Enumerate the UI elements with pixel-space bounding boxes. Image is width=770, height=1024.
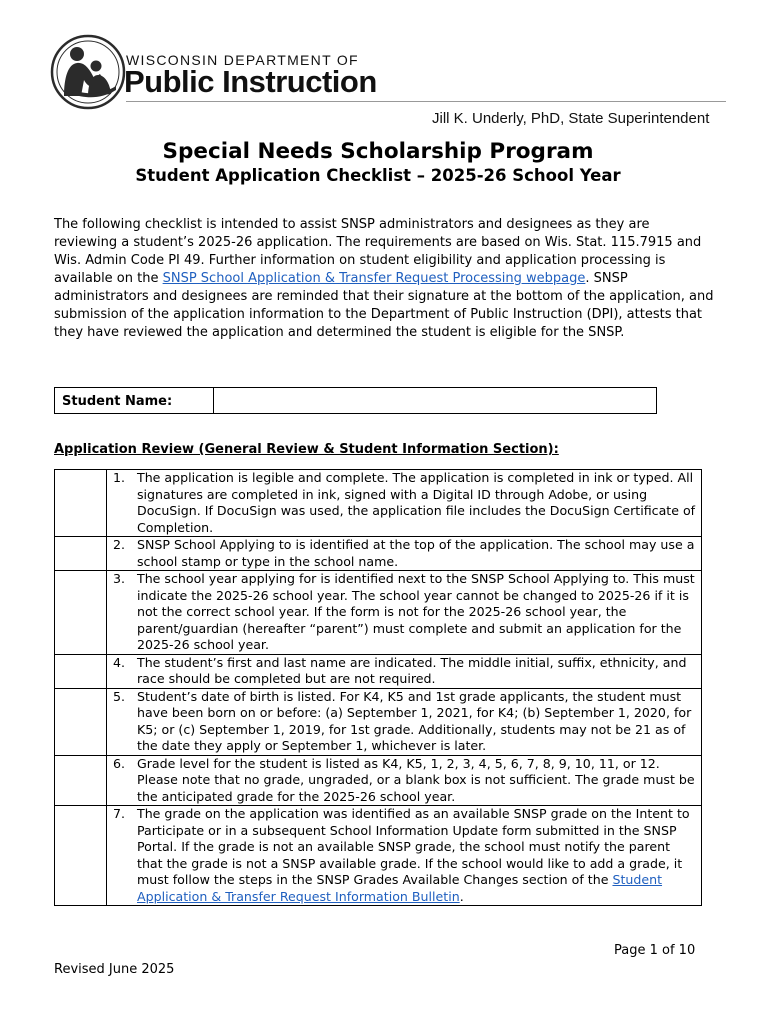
- item-number: 4.: [113, 654, 126, 670]
- checkbox-cell[interactable]: [55, 470, 107, 537]
- header-divider: [126, 101, 726, 102]
- student-name-input[interactable]: [214, 388, 656, 413]
- org-name-line1: WISCONSIN DEPARTMENT OF: [126, 52, 359, 68]
- student-name-label: Student Name:: [55, 388, 214, 413]
- checklist-row: [55, 755, 702, 806]
- intro-paragraph: [54, 216, 714, 342]
- item-number: 2.: [113, 537, 126, 552]
- item-number: 5.: [113, 688, 126, 704]
- checkbox-cell[interactable]: [55, 571, 107, 655]
- section-heading: Application Review (General Review & Student Information Section):: [54, 442, 559, 457]
- checkbox-cell[interactable]: [55, 806, 107, 906]
- page-subtitle: Student Application Checklist – 2025-26 School Year: [135, 166, 621, 185]
- item-text: The application is legible and complete. The application is completed in ink or typed. All signatures are completed in ink, signed with a Digital ID through Adobe, or using DocuSign. If DocuSign was used, the application file includes the DocuSign Certificate of Completion.: [137, 470, 696, 535]
- checklist-row: [55, 571, 702, 655]
- item-text: The student’s first and last name are indicated. The middle initial, suffix, ethnicity, and race should be completed but are not required.: [137, 654, 687, 686]
- item-text: The grade on the application was identified as an available SNSP grade on the Intent to Participate or in a subsequent School Information Update form submitted in the SNSP Portal. If the grade is not an available SNSP grade, the school must notify the parent that the grade is not a SNSP available grade. If the school would like to add a grade, it must follow the steps in the SNSP Grades Available Changes section of the: [137, 806, 690, 887]
- page-number: Page 1 of 10: [614, 943, 696, 958]
- student-name-field: [54, 387, 657, 414]
- checklist-row: [55, 806, 702, 906]
- item-text: The school year applying for is identified next to the SNSP School Applying to. This must indicate the 2025-26 school year. The school year cannot be changed to 2025-26 if it is not the correct school year. If the form is not for the 2025-26 school year, the parent/guardian (hereafter “parent”) must complete and submit an application for the 2025-26 school year.: [137, 571, 695, 652]
- intro-text-after: . SNSP administrators and designees are reminded that their signature at the bottom of the application, and submission of the application information to the Department of Public Instruction (DPI), attests that they have reviewed the application and determined the student is eligible for the SNSP.: [54, 271, 714, 340]
- checklist-table: [54, 469, 702, 906]
- dpi-logo-icon: [50, 34, 126, 110]
- checklist-row: [55, 537, 702, 571]
- checkbox-cell[interactable]: [55, 654, 107, 688]
- page-title: Special Needs Scholarship Program: [162, 139, 594, 164]
- item-number: 7.: [113, 806, 126, 821]
- item-text: Student’s date of birth is listed. For K4, K5 and 1st grade applicants, the student must have been born on or before: (a) September 1, 2021, for K4; (b) September 1, 2020, for K5; or (c) September 1, 2019, for 1st grade. Additionally, students may not be 21 as of the date they apply or September 1, whichever is later.: [137, 688, 692, 753]
- checklist-row: [55, 470, 702, 537]
- intro-text-before: The following checklist is intended to assist SNSP administrators and designees as they are reviewing a student’s 2025-26 application. The requirements are based on Wis. Stat. 115.7915 and Wis. Admin Code PI 49. Further information on student eligibility and application processing is available on the: [54, 217, 702, 286]
- information-bulletin-link[interactable]: Student Application & Transfer Request Information Bulletin: [137, 872, 663, 904]
- item-text: SNSP School Applying to is identified at the top of the application. The school may use a school stamp or type in the school name.: [137, 537, 695, 569]
- checkbox-cell[interactable]: [55, 755, 107, 806]
- processing-webpage-link[interactable]: SNSP School Application & Transfer Request Processing webpage: [162, 271, 586, 286]
- item-number: 6.: [113, 755, 126, 771]
- superintendent-name: Jill K. Underly, PhD, State Superintendent: [432, 110, 710, 127]
- item-number: 3.: [113, 571, 126, 586]
- checkbox-cell[interactable]: [55, 688, 107, 755]
- item-number: 1.: [113, 470, 126, 485]
- checklist-row: [55, 688, 702, 755]
- checklist-row: [55, 654, 702, 688]
- item-text: Grade level for the student is listed as K4, K5, 1, 2, 3, 4, 5, 6, 7, 8, 9, 10, 11, or 12. Please note that no grade, ungraded, or a blank box is not sufficient. The grade must be the anticipated grade for the 2025-26 school year.: [137, 755, 695, 804]
- item-text-end: .: [459, 888, 464, 904]
- org-name-line2: Public Instruction: [124, 64, 377, 99]
- checkbox-cell[interactable]: [55, 537, 107, 571]
- revised-date: Revised June 2025: [54, 962, 175, 977]
